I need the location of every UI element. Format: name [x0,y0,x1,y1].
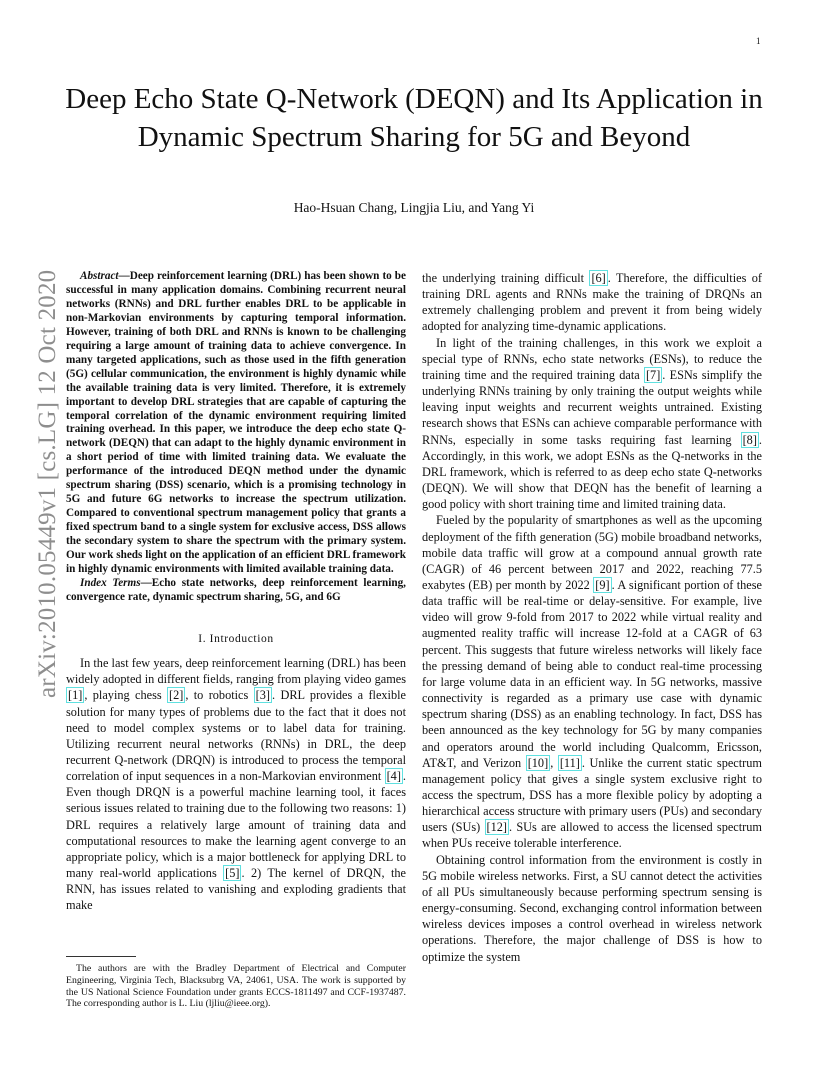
abstract-label: Abstract [80,270,119,282]
paragraph-control-info: Obtaining control information from the environment is costly in 5G mobile wireless networks. First, a SU cannot detect the activities of all PUs simultaneously because performing spectrum sensing is energy-consuming. Second, exchanging control information between wireless devices imposes a control overhead in wireless network operations. Therefore, the major challenge of DSS is how to optimize the system [422,852,762,964]
author-list: Hao-Hsuan Chang, Lingjia Liu, and Yang Yi [293,200,535,215]
paper-title: Deep Echo State Q-Network (DEQN) and Its Application in Dynamic Spectrum Sharing for 5G and Beyond [65,83,763,153]
paragraph-continuation: the underlying training difficult [6] . Therefore, the difficulties of training DRL agents and RNNs make the training of DRQNs an extremely challenging problem and prevent it from being widely adopted for analyzing time-dynamic applications. [422,271,762,334]
right-column [422,270,762,965]
abstract-text: —Deep reinforcement learning (DRL) has been shown to be successful in many application domains. Combining recurrent neural networks (RNNs) and DRL further enables DRL to be applicable in non-Markovian environments by capturing temporal information. However, training of both DRL and RNNs is known to be challenging requiring a large amount of training data to achieve convergence. In many targeted applications, such as those used in the fifth generation (5G) cellular communication, the environment is highly dynamic while the available training data is very limited. Therefore, it is extremely important to develop DRL strategies that are capable of capturing the temporal correlation of the dynamic environment requiring limited training overhead. In this paper, we introduce the deep echo state Q-network (DEQN) that can adapt to the highly dynamic environment in a short period of time with limited training data. We evaluate the performance of the introduced DEQN method under the dynamic spectrum sharing (DSS) scenario, which is a promising technology in 5G and future 6G networks to increase the spectrum utilization. Compared to conventional spectrum management policy that grants a fixed spectrum band to a single system for exclusive access, DSS allows the secondary system to share the spectrum with the primary system. Our work sheds light on the application of an efficient DRL framework in highly dynamic environments with limited available training data. [66,270,406,576]
footnote-divider [66,956,136,957]
index-terms [66,577,406,605]
paragraph-5g: Fueled by the popularity of smartphones as well as the upcoming deployment of the fifth generation (5G) mobile broadband networks, mobile data traffic will grow at a compound annual growth rate (CAGR) of 46 percent between 2017 and 2022, reaching 77.5 exabytes (EB) per month by 2022 [9] . A significant portion of these data traffic will be real-time or delay-sensitive. For example, live video will grow 9-fold from 2017 to 2022 while virtual reality and augmented reality traffic will increase 12-fold at a CAGR of 63 percent. This suggests that future wireless networks will likely face the pressing demand of being able to conduct real-time processing for large volume data in an efficient way. In 5G networks, massive connectivity is regarded as a primary use case with dynamic spectrum sharing (DSS) as an enabling technology. In fact, DSS has been announced as the key technology for 5G by many companies and operators around the world including Qualcomm, Ericsson, AT&T, and Verizon [10] , [11] . Unlike the current static spectrum management policy that gives a single system exclusive right to access the spectrum, DSS has a more flexible policy by adopting a hierarchical access structure with primary users (PUs) and secondary users (SUs) [12] . SUs are allowed to access the licensed spectrum when PUs receive tolerable interference. [422,513,762,851]
citation-link[interactable]: [3] [255,688,271,703]
citation-link[interactable]: [5] [225,866,240,881]
abstract [66,270,406,577]
citation-link[interactable]: [2] [169,688,184,703]
citation-link[interactable]: [10] [527,755,549,770]
left-column [66,270,406,914]
citation-link[interactable]: [8] [742,432,757,447]
index-terms-label: Index Terms [80,576,141,589]
author-footnote: The authors are with the Bradley Department of Electrical and Computer Engineering, Virginia Tech, Blacksubrg VA, 24061, USA. The work is supported by the US National Science Foundation under grants ECCS-1811497 and CCF-1937487. The corresponding author is L. Liu (ljliu@ieee.org). [66,963,406,1010]
arxiv-identifier[interactable]: arXiv:2010.05449v1 [cs.LG] 12 Oct 2020 [34,269,61,698]
section-heading: I. Introduction [198,632,274,645]
citation-link[interactable]: [12] [486,820,507,835]
citation-link[interactable]: [6] [591,271,606,285]
paragraph-esn: In light of the training challenges, in this work we exploit a special type of RNNs, echo state networks (ESNs), to reduce the training time and the required training data [7] . ESNs simplify the underlying RNNs training by only training the output weights while leaving input weights and recurrent weights untrained. Existing research shows that ESNs can achieve comparable performance with RNNs, especially in some tasks requiring fast learning [8] . Accordingly, in this work, we adopt ESNs as the Q-networks in the DRL framework, which is referred to as deep echo state Q-networks (DEQN). We will show that DEQN has the benefit of learning a good policy with short training time and limited training data. [422,335,762,512]
index-terms-text: —Echo state networks, deep reinforcement learning, convergence rate, dynamic spectrum sharing, 5G, and 6G [66,576,406,603]
citation-link[interactable]: [1] [68,688,83,703]
citation-link[interactable]: [9] [595,577,610,592]
page-number: 1 [756,36,761,46]
citation-link[interactable]: [4] [386,769,401,784]
citation-link[interactable]: [7] [645,367,661,382]
intro-paragraph: In the last few years, deep reinforcement learning (DRL) has been widely adopted in different fields, ranging from playing video games [1] , playing chess [2] , to robotics [3] . DRL provides a flexible solution for many types of problems due to the fact that it does not need to model complex systems or to label data for training. Utilizing recurrent neural networks (RNNs) in DRL, the deep recurrent Q-network (DRQN) is introduced to process the temporal correlation of input sequences in a non-Markovian environment [4] . Even though DRQN is a powerful machine learning tool, it faces serious issues related to training due to the following two reasons: 1) DRL requires a relatively large amount of training data and computational resources to make the learning agent converge to an appropriate policy, which is a major bottleneck for applying DRL to many real-world applications [5] . 2) The kernel of DRQN, the RNN, has issues related to vanishing and exploding gradients that make [66,656,407,913]
citation-link[interactable]: [11] [559,755,580,770]
